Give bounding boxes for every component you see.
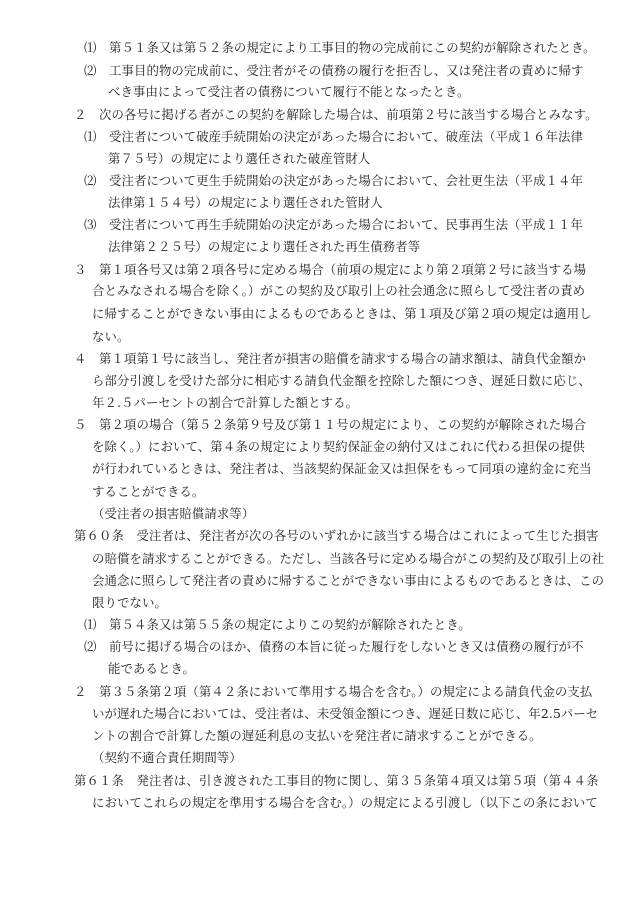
text-line: を除く。）において、第４条の規定により契約保証金の納付又はこれに代わる担保の提供 <box>92 439 585 454</box>
text-line: ５ 第２項の場合（第５２条第９号及び第１１号の規定により、この契約が解除された場合 <box>74 417 587 432</box>
text-line: ら部分引渡しを受けた部分に相応する請負代金額を控除した額につき、遅延日数に応じ、 <box>92 373 591 388</box>
text-line: ⑶ 受注者について再生手続開始の決定があった場合において、民事再生法（平成１１年 <box>84 217 584 232</box>
text-line: ない。 <box>92 329 130 344</box>
text-line: ４ 第１項第１号に該当し、発注者が損害の賠償を請求する場合の請求額は、請負代金額か <box>74 351 587 366</box>
text-line: ３ 第１項各号又は第２項各号に定める場合（前項の規定により第２項第２号に該当する場 <box>74 262 587 277</box>
text-line: ⑴ 第５１条又は第５２条の規定により工事目的物の完成前にこの契約が解除されたとき。 <box>84 40 596 55</box>
text-line: べき事由によって受注者の債務について履行不能となったとき。 <box>108 84 470 99</box>
text-line: いが遅れた場合においては、受注者は、未受領金額につき、遅延日数に応じ、年2.5パーセ <box>92 706 599 721</box>
text-line: 限りでない。 <box>92 595 167 610</box>
text-line: （契約不適合責任期間等） <box>92 750 242 765</box>
text-line: においてこれらの規定を準用する場合を含む。）の規定による引渡し（以下この条において <box>92 795 598 810</box>
text-line: の賠償を請求することができる。ただし、当該各号に定める場合がこの契約及び取引上の社 <box>92 551 605 566</box>
text-line: 第６０条 受注者は、発注者が次の各号のいずれかに該当する場合はこれによって生じた損害 <box>74 528 599 543</box>
text-line: 法律第２２５号）の規定により選任された再生債務者等 <box>108 239 421 254</box>
text-line: ⑵ 前号に掲げる場合のほか、債務の本旨に従った履行をしないとき又は債務の履行が不 <box>84 639 584 654</box>
text-line: 能であるとき。 <box>108 661 195 676</box>
text-line: することができる。 <box>92 484 205 499</box>
text-line: ⑵ 受注者について更生手続開始の決定があった場合において、会社更生法（平成１４年 <box>84 173 584 188</box>
text-line: ⑵ 工事目的物の完成前に、受注者がその債務の履行を拒否し、又は発注者の責めに帰す <box>84 63 584 78</box>
text-line: ⑴ 第５４条又は第５５条の規定によりこの契約が解除されたとき。 <box>84 617 471 632</box>
text-line: 会通念に照らして発注者の責めに帰することができない事由によるものであるときは、この <box>92 573 605 588</box>
text-line: 年２.５パーセントの割合で計算した額とする。 <box>92 395 359 410</box>
text-line: が行われているときは、発注者は、当該契約保証金又は担保をもって同項の違約金に充当 <box>92 461 592 476</box>
text-line: ２ 第３５条第２項（第４２条において準用する場合を含む。）の規定による請負代金の支払 <box>74 684 593 699</box>
text-line: ントの割合で計算した額の遅延利息の支払いを発注者に請求することができる。 <box>92 728 542 743</box>
text-line: ２ 次の各号に掲げる者がこの契約を解除した場合は、前項第２号に該当する場合とみなす。 <box>74 107 598 122</box>
text-line: ⑴ 受注者について破産手続開始の決定があった場合において、破産法（平成１６年法律 <box>84 129 584 144</box>
text-line: 第７５号）の規定により選任された破産管財人 <box>108 151 371 166</box>
text-line: 第６１条 発注者は、引き渡された工事目的物に関し、第３５条第４項又は第５項（第４４条 <box>74 773 599 788</box>
text-line: 合とみなされる場合を除く。）がこの契約及び取引上の社会通念に照らして受注者の責め <box>92 283 586 298</box>
text-line: （受注者の損害賠償請求等） <box>92 506 255 521</box>
text-line: 法律第１５４号）の規定により選任された管財人 <box>108 195 383 210</box>
text-line: に帰することができない事由によるものであるときは、第１項及び第２項の規定は適用し <box>92 306 592 321</box>
